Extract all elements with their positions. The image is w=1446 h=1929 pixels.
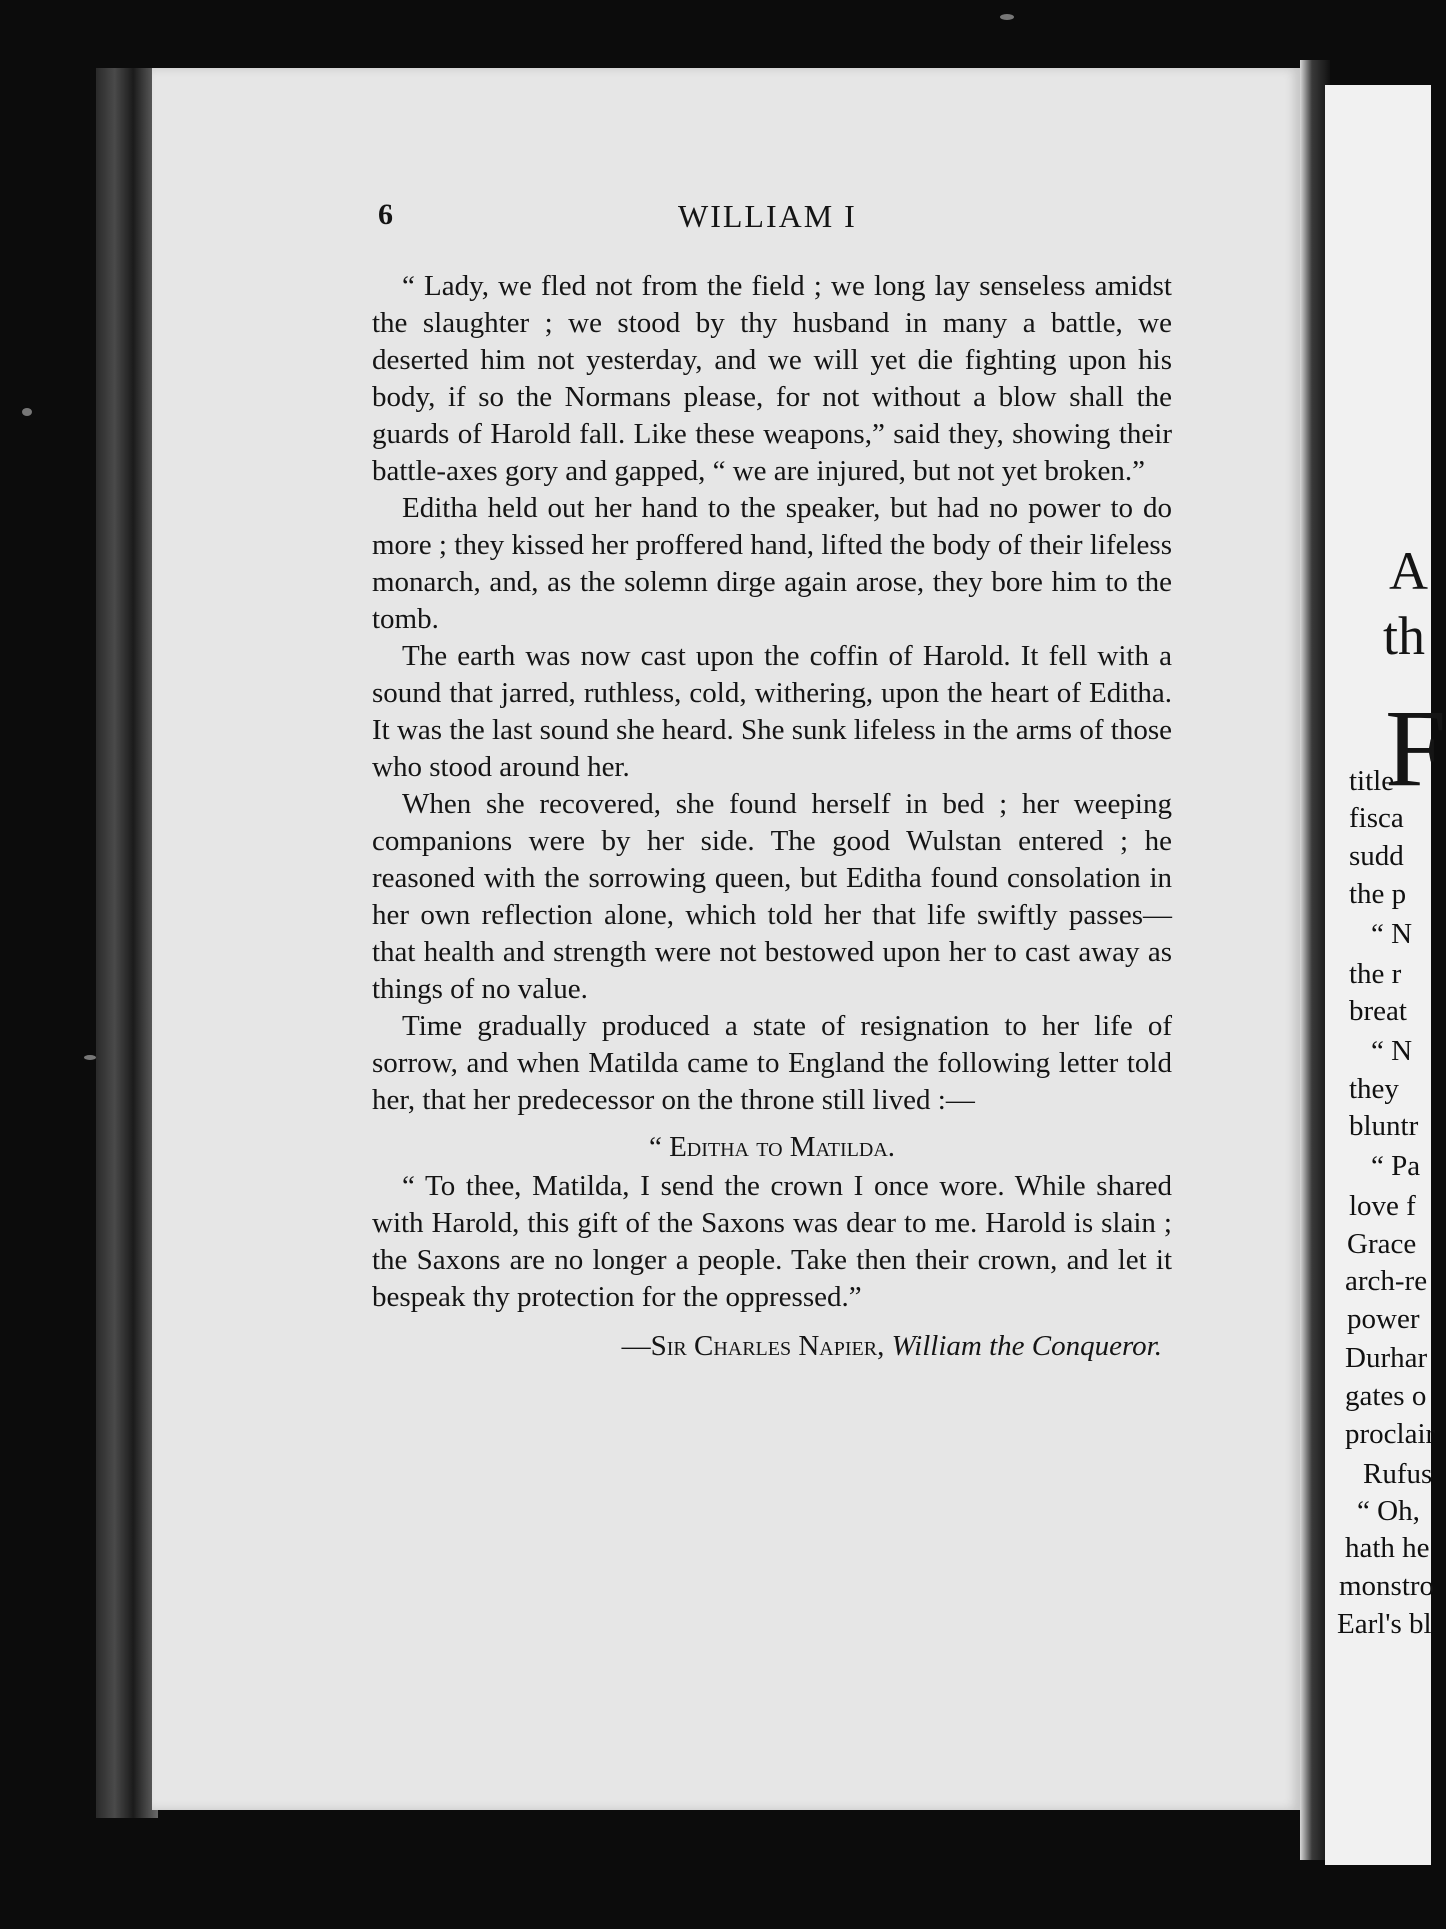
attribution [372, 1328, 1172, 1365]
right-page-line: Durhar [1345, 1342, 1428, 1374]
letter-body: “ To thee, Matilda, I send the crown I once wore. While shared with Harold, this gift of the Saxons was dear to me. Harold is slain ; the Saxons are no longer a people. Take then their crown, and let it bespeak thy protection for the oppressed.” [372, 1170, 1172, 1313]
right-page-line: the p [1349, 878, 1407, 910]
paragraph: When she recovered, she found herself in bed ; her weeping companions were by her side. The good Wulstan entered ; he reasoned with the sorrowing queen, but Editha found consolation in her own reflection alone, which told her that life swiftly passes—that health and strength were not bestowed upon her to cast away as things of no value. [372, 788, 1172, 1005]
paragraph: Editha held out her hand to the speaker, but had no power to do more ; they kissed her proffered hand, lifted the body of their lifeless monarch, and, as the solemn dirge again arose, they bore him to the tomb. [372, 492, 1172, 635]
right-page-line: “ Oh, [1357, 1495, 1420, 1527]
right-page-line: bluntr [1349, 1110, 1419, 1142]
book-spine-left [96, 68, 158, 1818]
right-page-line: Rufus [1363, 1458, 1433, 1490]
right-page-line: gates o [1345, 1380, 1427, 1412]
right-page-line: hath he [1345, 1532, 1430, 1564]
right-page-line: arch-re [1345, 1265, 1428, 1297]
right-page-line: breat [1349, 995, 1407, 1027]
scan-speck [84, 1055, 96, 1060]
right-page-line: “ Pa [1371, 1150, 1421, 1182]
paragraph: “ Lady, we fled not from the field ; we long lay senseless amidst the slaughter ; we stood by thy husband in many a battle, we deserted him not yesterday, and we will yet die fighting upon his body, if so the Normans please, for not without a blow shall the guards of Harold fall. Like these weapons,” said they, showing their battle-axes gory and gapped, “ we are injured, but not yet broken.” [372, 270, 1172, 487]
right-page-line: monstro [1339, 1570, 1435, 1602]
right-heading-line: A [1389, 541, 1428, 601]
right-page-line: they [1349, 1073, 1399, 1105]
right-page-line: “ N [1371, 918, 1413, 950]
right-page-line: power [1347, 1303, 1420, 1335]
right-page-line: fisca [1349, 802, 1404, 834]
right-heading-line: th [1383, 606, 1426, 666]
attribution-author: —Sir Charles Napier, [621, 1330, 885, 1362]
drop-cap: F [1385, 687, 1446, 809]
right-page-line: title [1349, 765, 1395, 797]
paragraph: The earth was now cast upon the coffin of Harold. It fell with a sound that jarred, ruthless, cold, withering, upon the heart of Editha. It was the last sound she heard. She sunk lifeless in the arms of those who stood around her. [372, 640, 1172, 783]
letter-heading: “ Editha to Matilda. [648, 1131, 896, 1163]
right-page-line: sudd [1349, 840, 1404, 872]
running-title: WILLIAM I [678, 198, 857, 234]
right-page-line: Earl's bl [1337, 1608, 1432, 1640]
scan-speck [1000, 14, 1014, 20]
right-page-fragment [1325, 85, 1446, 1865]
attribution-book-title: William the Conqueror. [891, 1330, 1162, 1362]
right-page-line: Grace [1347, 1228, 1417, 1260]
body-text [372, 268, 1172, 1365]
right-page-line: “ N [1371, 1035, 1413, 1067]
right-page-line: proclair [1345, 1418, 1436, 1450]
page-header [378, 198, 1178, 238]
right-page-line: the r [1349, 958, 1402, 990]
page-number: 6 [378, 198, 393, 231]
right-page-line: love f [1349, 1190, 1416, 1222]
paragraph: Time gradually produced a state of resignation to her life of sorrow, and when Matilda came to England the following letter told her, that her predecessor on the throne still lived :— [372, 1010, 1172, 1116]
scan-speck [22, 408, 32, 416]
